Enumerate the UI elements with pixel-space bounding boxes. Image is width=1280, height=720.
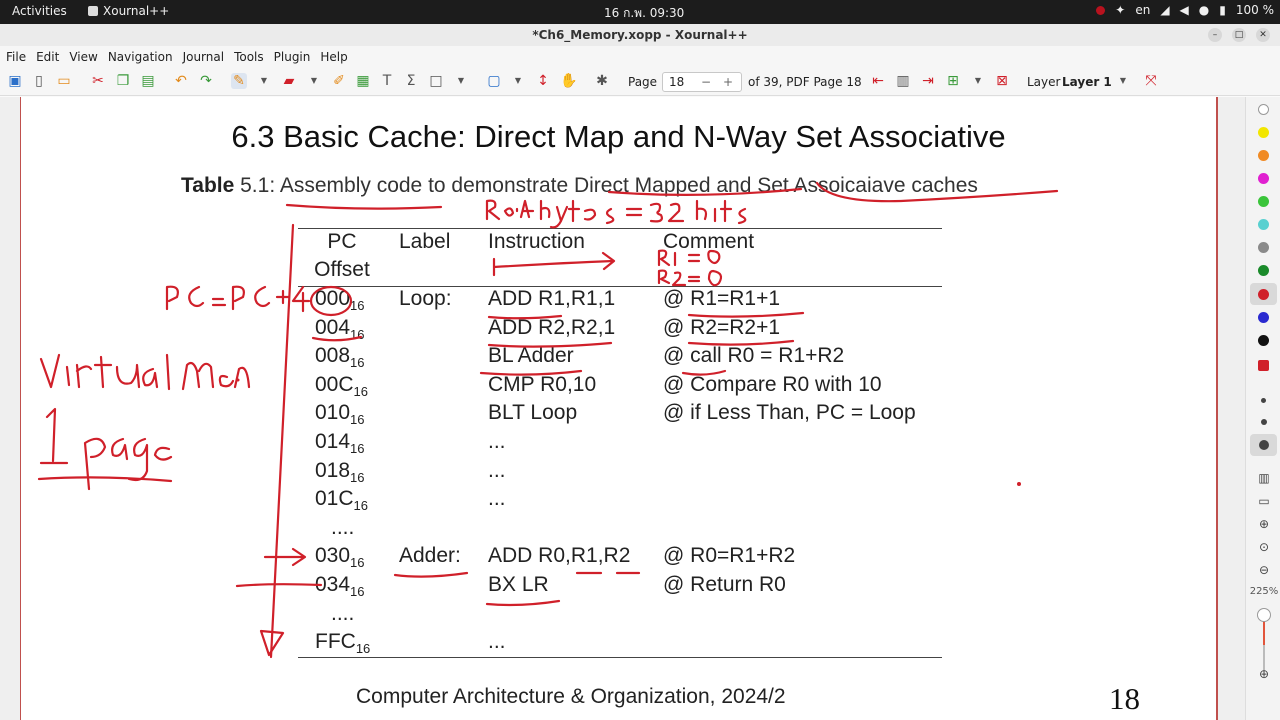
save-icon[interactable]: ▣ (8, 73, 22, 89)
pc-offset-value: 018 (315, 458, 351, 482)
app-icon (88, 6, 98, 16)
hex-subscript: 16 (350, 298, 365, 313)
color-swatch[interactable] (1258, 219, 1269, 230)
instruction-cell: CMP R0,10 (488, 372, 597, 396)
thick-stroke-icon[interactable] (1259, 440, 1269, 450)
delete-page-icon[interactable]: ⊠ (996, 73, 1008, 89)
pc-offset-cell (315, 344, 365, 370)
pc-note (167, 287, 309, 311)
pen-tool-icon[interactable]: ✎ (231, 73, 247, 89)
color-swatch[interactable] (1258, 242, 1269, 253)
fullscreen-icon[interactable]: ⤧ (1145, 73, 1157, 89)
clock[interactable]: 16 ก.พ. 09:30 (604, 6, 685, 20)
insert-page-chevron-down-icon[interactable]: ▼ (974, 76, 982, 85)
system-top-bar (0, 0, 1280, 24)
zoom-in-bottom-icon[interactable]: ⊕ (1258, 667, 1270, 681)
pc-offset-value: 030 (315, 544, 351, 568)
color-swatch[interactable] (1258, 104, 1269, 115)
zoom-out-icon[interactable]: ⊖ (1258, 563, 1270, 577)
highlighter-icon[interactable]: ✐ (333, 73, 345, 89)
language-indicator[interactable]: en (1135, 3, 1151, 17)
pc-offset-cell (315, 487, 368, 513)
pc-offset-cell (315, 459, 365, 485)
table-header-rule (298, 286, 942, 287)
comment-cell: @ R1=R1+1 (663, 287, 781, 310)
medium-stroke-icon[interactable] (1261, 419, 1267, 425)
pen-options-chevron-down-icon[interactable]: ▼ (260, 76, 268, 85)
new-document-icon[interactable]: ▯ (35, 73, 43, 89)
color-swatch[interactable] (1258, 196, 1269, 207)
instruction-cell: ... (488, 430, 506, 453)
layer-label: Layer (1027, 75, 1061, 89)
pc-offset-value: 034 (315, 573, 351, 596)
redo-icon[interactable]: ↷ (200, 73, 212, 89)
tool-default-icon[interactable]: ✱ (596, 73, 608, 89)
caption-label: Table (181, 174, 235, 197)
page-increment-button[interactable]: + (723, 75, 734, 89)
menu-navigation[interactable]: Navigation (107, 50, 173, 64)
activities-button[interactable]: Activities (12, 4, 67, 18)
r0-note (487, 201, 745, 228)
pc-offset-value: 000 (315, 287, 351, 310)
two-page-view-icon[interactable]: ▥ (1258, 471, 1270, 485)
select-options-chevron-down-icon[interactable]: ▼ (514, 76, 522, 85)
pc-offset-cell (315, 544, 365, 570)
open-folder-icon[interactable]: ▭ (57, 73, 71, 89)
app-name: Xournal++ (103, 4, 170, 18)
color-swatch[interactable] (1258, 265, 1269, 276)
vertical-space-icon[interactable]: ↕ (537, 73, 549, 89)
table-top-rule (298, 228, 942, 229)
app-menu[interactable] (88, 4, 169, 18)
layer-chevron-down-icon[interactable]: ▼ (1119, 76, 1127, 85)
header-pc: PC (327, 230, 357, 253)
window-title-bar (0, 24, 1280, 46)
pc-offset-cell (315, 401, 365, 427)
journal-page[interactable] (20, 97, 1218, 720)
instruction-cell: ADD R2,R2,1 (488, 315, 616, 339)
first-page-icon[interactable]: ⇤ (872, 73, 884, 89)
system-tray[interactable] (1096, 3, 1274, 17)
select-rect-icon[interactable]: ▢ (487, 73, 501, 89)
pc-offset-cell (315, 316, 365, 342)
instruction-cell: BLT Loop (488, 401, 578, 425)
hand-tool-icon[interactable]: ✋ (560, 73, 578, 89)
hex-subscript: 16 (353, 383, 368, 399)
table-caption (181, 174, 978, 198)
document-canvas[interactable] (0, 97, 1245, 720)
menu-journal[interactable]: Journal (182, 50, 225, 64)
eraser-options-chevron-down-icon[interactable]: ▼ (310, 76, 318, 85)
menu-edit[interactable]: Edit (36, 50, 60, 64)
presentation-icon[interactable]: ▭ (1258, 494, 1270, 508)
zoom-level: 225% (1249, 586, 1279, 597)
instruction-cell: ... (488, 458, 506, 482)
virtual-mem-note (41, 355, 249, 389)
pc-offset-value: 00C (315, 372, 354, 396)
color-swatch[interactable] (1258, 335, 1269, 346)
pc-offset-value: 010 (315, 401, 351, 425)
mic-icon: ● (1198, 3, 1210, 17)
layer-select[interactable]: Layer 1 (1062, 75, 1112, 89)
pc-offset-cell (315, 630, 370, 656)
table-bottom-rule (298, 657, 942, 658)
page-decrement-button[interactable]: − (701, 75, 712, 89)
eraser-icon[interactable]: ▰ (283, 73, 295, 89)
page-count: of 39, PDF Page 18 (748, 75, 862, 89)
instruction-cell: BL Adder (488, 344, 574, 368)
color-swatch[interactable] (1258, 173, 1269, 184)
text-tool-icon[interactable]: T (382, 73, 392, 89)
hex-subscript: 16 (350, 555, 365, 571)
zoom-slider-handle[interactable] (1257, 608, 1271, 622)
menu-plugin[interactable]: Plugin (273, 50, 311, 64)
close-icon[interactable]: ✕ (1256, 28, 1270, 42)
arrow-to-030 (265, 549, 305, 565)
slide-title: 6.3 Basic Cache: Direct Map and N-Way Set Associative (231, 119, 1006, 154)
page-spinner[interactable] (662, 72, 742, 92)
pc-offset-value: .... (331, 601, 355, 625)
maximize-icon[interactable]: □ (1232, 28, 1246, 42)
instruction-arrow (494, 253, 614, 275)
zoom-in-icon[interactable]: ⊕ (1258, 517, 1270, 531)
undo-icon[interactable]: ↶ (175, 73, 187, 89)
color-swatch[interactable] (1258, 360, 1269, 371)
thin-stroke-icon[interactable] (1261, 398, 1266, 403)
paste-icon[interactable]: ▤ (141, 73, 155, 89)
comment-cell: @ if Less Than, PC = Loop (663, 401, 916, 425)
instruction-cell: BX LR (488, 573, 549, 596)
pc-offset-value: 014 (315, 430, 351, 453)
window-title: *Ch6_Memory.xopp - Xournal++ (532, 28, 748, 42)
pc-offset-cell (315, 430, 365, 456)
pc-offset-value: FFC (315, 630, 356, 654)
underline-bx-lr (487, 601, 559, 605)
pc-offset-cell (315, 373, 368, 399)
accessibility-icon: ✦ (1115, 3, 1126, 17)
goto-page-icon[interactable]: ▥ (896, 73, 910, 89)
pc-offset-cell (315, 573, 365, 599)
r2-note (659, 271, 721, 286)
slide-footer: Computer Architecture & Organization, 2024/2 (356, 685, 786, 708)
header-offset: Offset (314, 258, 370, 281)
wifi-icon: ◢ (1160, 3, 1170, 17)
zoom-fit-icon[interactable]: ⊙ (1258, 540, 1270, 554)
shape-options-chevron-down-icon[interactable]: ▼ (457, 76, 465, 85)
comment-cell: @ Compare R0 with 10 (663, 372, 882, 396)
pc-offset-cell (315, 287, 365, 313)
one-page-note (41, 409, 171, 489)
hex-subscript: 16 (350, 412, 365, 428)
volume-icon: ◀ (1179, 3, 1189, 17)
minimize-icon[interactable]: – (1208, 28, 1222, 42)
hex-subscript: 16 (350, 326, 365, 342)
comment-cell: @ R2=R2+1 (663, 315, 781, 339)
hex-subscript: 16 (350, 355, 365, 371)
header-comment: Comment (663, 230, 755, 253)
instruction-cell: ADD R0,R1,R2 (488, 544, 631, 568)
instruction-cell: ADD R1,R1,1 (488, 287, 616, 310)
latex-tool-icon[interactable]: Σ (406, 73, 416, 89)
pc-offset-cell (331, 602, 354, 626)
underline-assembly-code (287, 205, 441, 209)
menu-help[interactable]: Help (320, 50, 348, 64)
menu-view[interactable]: View (69, 50, 98, 64)
shape-tool-icon[interactable]: □ (429, 73, 443, 89)
comment-cell: @ call R0 = R1+R2 (663, 344, 845, 368)
tool-palette (1245, 97, 1280, 720)
comment-cell: @ Return R0 (663, 573, 786, 596)
header-instruction: Instruction (488, 230, 585, 253)
menu-bar (0, 46, 1280, 68)
memory-arrow-line (271, 225, 293, 657)
color-swatch[interactable] (1258, 312, 1269, 323)
battery-icon: ▮ (1219, 3, 1226, 17)
pc-offset-value: 008 (315, 344, 351, 368)
label-cell: Adder: (399, 544, 461, 568)
label-cell: Loop: (399, 287, 452, 310)
instruction-cell: ... (488, 630, 506, 654)
main-toolbar (0, 68, 1280, 96)
arrow-to-034 (237, 584, 321, 586)
battery-level: 100 % (1235, 3, 1274, 17)
memory-arrow-head (261, 631, 283, 655)
last-page-icon[interactable]: ⇥ (922, 73, 934, 89)
pc-offset-cell (331, 516, 354, 540)
color-swatch[interactable] (1258, 127, 1269, 138)
caption-text: 5.1: Assembly code to demonstrate Direct Mapped and Set Assoicaiave caches (234, 174, 978, 197)
ink-dot (1017, 482, 1021, 486)
ink-dot-small (237, 379, 240, 382)
pc-offset-value: .... (331, 515, 355, 539)
record-indicator-icon (1096, 6, 1105, 15)
page-number-input[interactable]: 18 (669, 75, 685, 89)
page-label: Page (628, 75, 658, 89)
cut-icon[interactable]: ✂ (92, 73, 104, 89)
menu-tools[interactable]: Tools (234, 50, 264, 64)
hex-subscript: 16 (353, 498, 368, 514)
pc-offset-value: 01C (315, 487, 354, 511)
hex-subscript: 16 (350, 441, 365, 456)
hex-subscript: 16 (350, 469, 365, 485)
color-swatch[interactable] (1258, 150, 1269, 161)
slide-page-number: 18 (1109, 681, 1140, 716)
menu-file[interactable]: File (6, 50, 27, 64)
insert-page-icon[interactable]: ⊞ (947, 73, 959, 89)
one-page-underline (39, 477, 171, 481)
instruction-cell: ... (488, 487, 506, 511)
comment-cell: @ R0=R1+R2 (663, 544, 796, 568)
hex-subscript: 16 (350, 584, 365, 599)
image-tool-icon[interactable]: ▦ (356, 73, 370, 89)
hex-subscript: 16 (355, 641, 371, 657)
color-swatch[interactable] (1258, 289, 1269, 300)
copy-icon[interactable]: ❐ (116, 73, 130, 89)
pc-offset-value: 004 (315, 315, 351, 339)
header-label: Label (399, 230, 451, 253)
underline-adder-label (395, 573, 467, 577)
window-controls (1208, 28, 1270, 42)
